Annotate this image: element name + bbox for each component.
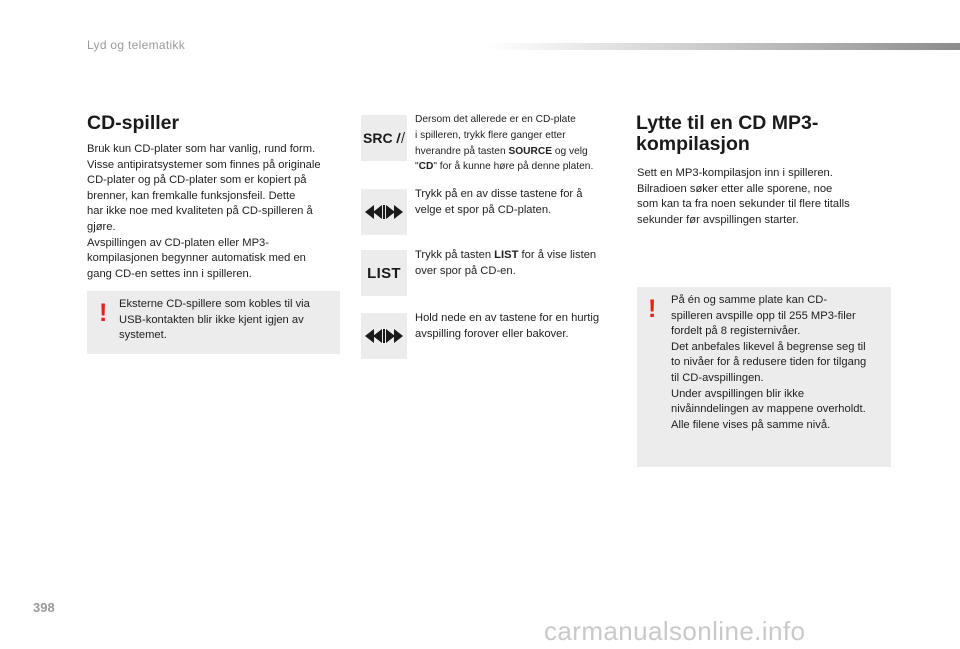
list-instruction xyxy=(415,248,615,279)
src-button-tile xyxy=(361,115,407,161)
header-gradient-bar xyxy=(488,43,960,50)
skip-instruction: Trykk på en av disse tastene for å velge et spor på CD-platen. xyxy=(415,188,583,216)
skip-back-forward-icon xyxy=(364,204,404,220)
note-text: På én og samme plate kan CD- spilleren avspille opp til 255 MP3-filer fordelt på 8 registernivåer. Det anbefales likevel å begrense seg til to nivåer for å redusere tiden for tilgang til CD-avspillingen. Under avspillingen blir ikke nivåinndelingen av mappene overholdt. Alle filene vises på samme nivå. xyxy=(671,294,867,431)
note-text: Eksterne CD-spillere som kobles til via USB-kontakten blir ikke kjent igjen av systemet. xyxy=(119,298,310,342)
mp3-body: Sett en MP3-kompilasjon inn i spilleren. Bilradioen søker etter alle sporene, noe som kan ta fra noen sekunder til flere titalls sekunder før avspillingen starter. xyxy=(637,167,850,226)
list-text-1: Trykk på tasten xyxy=(415,249,495,261)
source-text-2: og velg " xyxy=(415,145,588,173)
mp3-heading: Lytte til en CD MP3- kompilasjon xyxy=(636,112,819,155)
note-box-mp3-levels xyxy=(637,287,891,467)
source-text-3: " for å kunne høre på denne platen. xyxy=(433,161,594,173)
source-key-label: SOURCE xyxy=(508,145,553,157)
src-button-icon xyxy=(363,128,405,148)
fast-rewind-forward-icon xyxy=(364,328,404,344)
warning-exclamation-icon: ! xyxy=(648,295,657,323)
cd-player-heading: CD-spiller xyxy=(87,112,180,134)
source-instruction xyxy=(415,112,615,175)
list-button-icon: LIST xyxy=(367,264,401,282)
cd-player-body: Bruk kun CD-plater som har vanlig, rund form. Visse antipiratsystemer som finnes på originale CD-plater og på CD-plater som er kopiert på brenner, kan fremkalle funksjonsfeil. Dette har ikke noe med kvaliteten på CD-spilleren å gjøre. Avspillingen av CD-platen eller MP3- kompilasjonen begynner automatisk med en gang CD-en settes inn i spilleren. xyxy=(87,143,321,280)
warning-exclamation-icon: ! xyxy=(99,299,108,327)
page-number: 398 xyxy=(33,600,55,615)
svg-text:SRC: SRC xyxy=(363,130,393,146)
fast-buttons-tile xyxy=(361,313,407,359)
fast-scan-instruction: Hold nede en av tastene for en hurtig avspilling forover eller bakover. xyxy=(415,312,600,340)
watermark: carmanualsonline.info xyxy=(544,616,806,646)
list-text-2: for å vise listen over spor på CD-en. xyxy=(415,249,597,277)
skip-buttons-tile xyxy=(361,189,407,235)
list-key-label: LIST xyxy=(494,249,519,261)
cd-label: CD xyxy=(418,161,434,173)
list-button-tile xyxy=(361,250,407,296)
section-title: Lyd og telematikk xyxy=(87,38,186,52)
source-text-1: Dersom det allerede er en CD-plate i spilleren, trykk flere ganger etter hverandre på tasten xyxy=(415,114,576,157)
note-box-external-cd xyxy=(87,291,340,354)
